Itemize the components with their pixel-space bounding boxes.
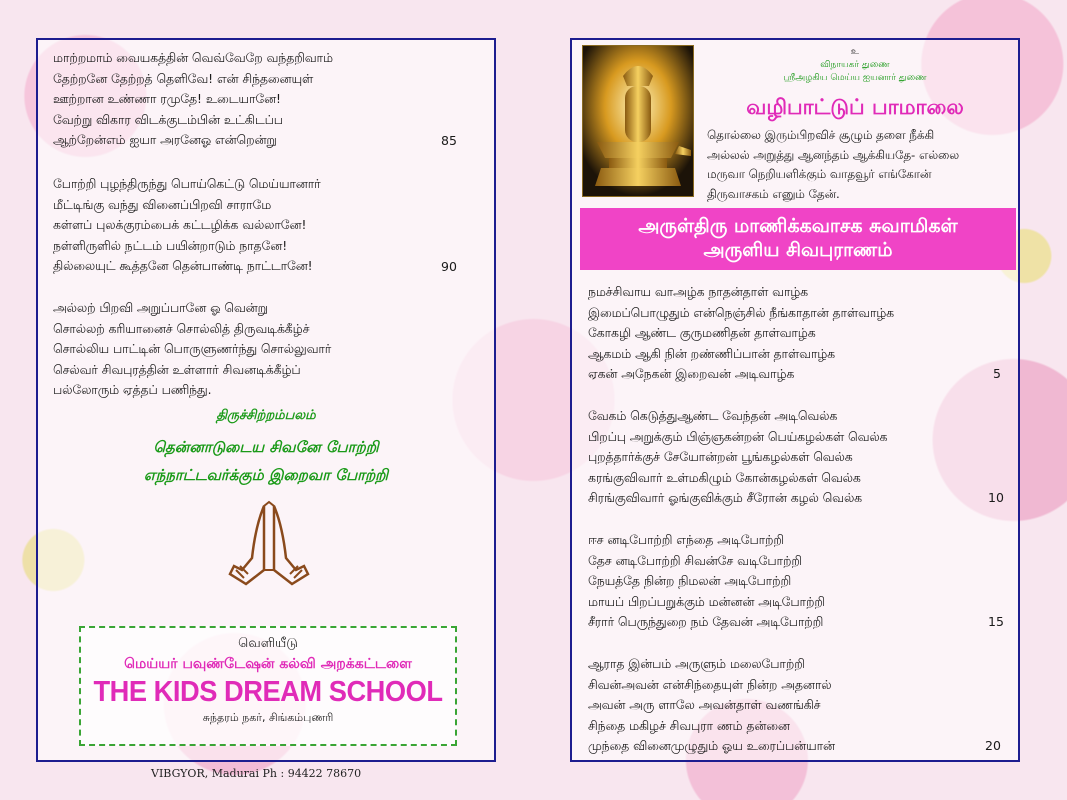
invocation-line: ஸ்ரீஅழகிய மெய்ய ஐயனார் துணை [783, 73, 927, 83]
title-banner [580, 208, 1016, 270]
verse-line: மாயப் பிறப்பறுக்கும் மன்னன் அடிபோற்றி [588, 594, 825, 609]
verse-line: நேயத்தே நின்ற நிமலன் அடிபோற்றி [588, 574, 792, 588]
verse-line: சிரங்குவிவார் ஓங்குவிக்கும் சீரோன் கழல் வெல்க [588, 491, 863, 505]
verse-line: தேச னடிபோற்றி சிவன்சே வடிபோற்றி [588, 553, 802, 568]
verse-line: வேகம் கெடுத்துஆண்ட வேந்தன் அடிவெல்க [588, 409, 838, 423]
verse-line: சொல்லிய பாட்டின் பொருளுணர்ந்து சொல்லுவார் [53, 342, 332, 356]
verse-line: பிறப்பு அறுக்கும் பிஞ்ஞகன்றன் பெய்கழல்கள் வெல்க [588, 429, 888, 444]
banner-line: அருள்திரு மாணிக்கவாசக சுவாமிகள் [638, 215, 958, 237]
verse-line: அவன் அரு ளாலே அவன்தாள் வணங்கிச் [588, 698, 821, 712]
verse-line: தேற்றனே தேற்றத் தெளிவே! என் சிந்தனையுள் [53, 71, 314, 86]
verse-number: 20 [985, 738, 1001, 753]
verse-number: 10 [988, 490, 1004, 505]
verse-line: போற்றி புழந்திருந்து பொய்கெட்டு மெய்யானார் [53, 177, 321, 191]
verse-line: செல்வர் சிவபுரத்தின் உள்ளார் சிவனடிக்கீழ்ப் [53, 362, 301, 377]
intro-verse [707, 126, 959, 204]
page-heading: வழிபாட்டுப் பாமாலை [746, 95, 964, 119]
school-address: சுந்தரம் நகர், சிங்கம்புணரி [202, 711, 334, 724]
verse-line: வேற்று விகார விடக்குடம்பின் உட்கிடப்ப [53, 112, 283, 127]
invocation-line: விநாயகர் துணை [820, 60, 890, 70]
verse-line: மீட்டிங்கு வந்து வினைப்பிறவி சாராமே [53, 197, 272, 212]
verse-line: ஆகமம் ஆகி நின் றண்ணிப்பான் தாள்வாழ்க [588, 346, 836, 361]
invocations [700, 46, 1010, 85]
verse-line: ஆராத இன்பம் அருளும் மலைபோற்றி [588, 657, 805, 671]
school-name: THE KIDS DREAM SCHOOL [93, 676, 443, 708]
pillaiyar-suzhi: உ [850, 47, 860, 57]
verse-line: சிவன்அவன் என்சிந்தையுள் நின்ற அதனால் [588, 677, 832, 692]
verse-line: அல்லல் அறுத்து ஆனந்தம் ஆக்கியதே- எல்லை [707, 147, 959, 162]
verse-number: 85 [441, 133, 457, 148]
verse-line: கோகழி ஆண்ட குருமணிதன் தாள்வாழ்க [588, 326, 816, 340]
verse-line: சொல்லற் கரியானைச் சொல்லித் திருவடிக்கீழ்ச் [53, 321, 310, 336]
right-stanza-3 [588, 530, 825, 633]
right-stanza-4 [588, 654, 835, 757]
verse-line: மருவா நெறியளிக்கும் வாதவூர் எங்கோன் [707, 167, 932, 181]
left-stanza-3 [53, 298, 331, 401]
praying-hands-icon [224, 500, 314, 590]
left-stanza-2 [53, 174, 321, 277]
verse-line: ஈச னடிபோற்றி எந்தை அடிபோற்றி [588, 533, 785, 547]
verse-line: ஊற்றான உண்ணா ரமுதே! உடையானே! [53, 92, 281, 106]
banner-line: அருளிய சிவபுராணம் [703, 239, 893, 261]
verse-line: சீரார் பெருந்துறை நம் தேவன் அடிபோற்றி [588, 615, 824, 629]
verse-line: கரங்குவிவார் உள்மகிழும் கோன்கழல்கள் வெல்க [588, 470, 861, 485]
verse-line: கள்ளப் புலக்குரம்பைக் கட்டழிக்க வல்லானே! [53, 218, 307, 232]
verse-line: சிந்தை மகிழச் சிவபுரா ணம் தன்னை [588, 718, 790, 733]
publisher-label: வெளியீடு [238, 636, 298, 651]
verse-number: 90 [441, 259, 457, 274]
verse-line: ஏகன் அநேகன் இறைவன் அடிவாழ்க [588, 367, 795, 381]
verse-line: ஆற்றேன்எம் ஐயா அரனேஓ என்றென்று [53, 133, 277, 147]
verse-line: முந்தை வினைமுழுதும் ஓய உரைப்பன்யான் [588, 739, 835, 753]
publisher-box [79, 626, 457, 746]
verse-line: நமச்சிவாய வாஅழ்க நாதன்தாள் வாழ்க [588, 285, 809, 299]
verse-line: பல்லோரும் ஏத்தப் பணிந்து. [53, 383, 212, 397]
verse-number: 5 [993, 366, 1001, 381]
verse-line: மாற்றமாம் வையகத்தின் வெவ்வேறே வந்தறிவாம் [53, 51, 333, 65]
shiva-lingam-icon [583, 46, 693, 196]
trust-name: மெய்யர் பவுண்டேஷன் கல்வி அறக்கட்டளை [124, 656, 412, 672]
blessing-line: தென்னாடுடைய சிவனே போற்றி [153, 438, 379, 456]
verse-line: இமைப்பொழுதும் என்நெஞ்சில் நீங்காதான் தாள்வாழ்க [588, 305, 895, 320]
right-stanza-1 [588, 282, 894, 385]
verse-number: 15 [988, 614, 1004, 629]
verse-line: தொல்லை இரும்பிறவிச் சூழும் தளை நீக்கி [707, 128, 935, 142]
verse-line: நள்ளிருளில் நட்டம் பயின்றாடும் நாதனே! [53, 238, 288, 253]
verse-line: புறத்தார்க்குச் சேயோன்றன் பூங்கழல்கள் வெல்க [588, 450, 853, 464]
verse-line: திருவாசகம் எனும் தேன். [707, 186, 840, 201]
thiruchitrambalam: திருச்சிற்றம்பலம் [216, 408, 316, 423]
verse-line: அல்லற் பிறவி அறுப்பானே ஓ வென்று [53, 301, 268, 315]
shiva-lingam-image [582, 45, 694, 197]
blessing-line: எந்நாட்டவர்க்கும் இறைவா போற்றி [143, 466, 389, 484]
verse-line: தில்லையுட் கூத்தனே தென்பாண்டி நாட்டானே! [53, 259, 313, 273]
printer-credit: VIBGYOR, Madurai Ph : 94422 78670 [151, 767, 362, 780]
left-stanza-1 [53, 48, 333, 151]
right-stanza-2 [588, 406, 887, 509]
